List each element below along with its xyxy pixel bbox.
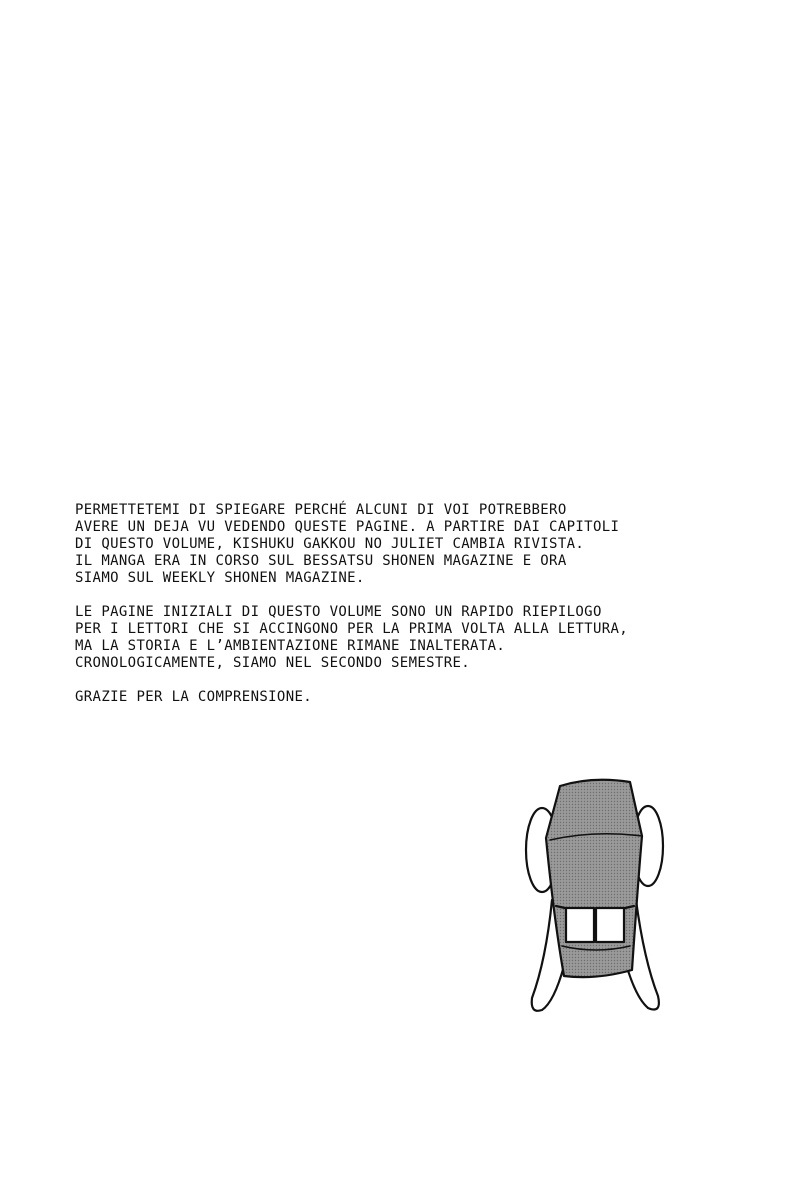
- note-line: AVERE UN DEJA VU VEDENDO QUESTE PAGINE. A PARTIRE DAI CAPITOLI: [75, 519, 620, 535]
- note-line: LE PAGINE INIZIALI DI QUESTO VOLUME SONO UN RAPIDO RIEPILOGO: [75, 604, 602, 620]
- author-note: [75, 502, 775, 723]
- note-line: DI QUESTO VOLUME, KISHUKU GAKKOU NO JULIET CAMBIA RIVISTA.: [75, 536, 585, 552]
- note-line: GRAZIE PER LA COMPRENSIONE.: [75, 689, 313, 705]
- note-line: SIAMO SUL WEEKLY SHONEN MAGAZINE.: [75, 570, 365, 586]
- note-paragraph-1: [75, 502, 775, 587]
- note-line: MA LA STORIA E L’AMBIENTAZIONE RIMANE INALTERATA.: [75, 638, 506, 654]
- note-line: CRONOLOGICAMENTE, SIAMO NEL SECONDO SEMESTRE.: [75, 655, 471, 671]
- mascot-head: [546, 780, 642, 977]
- note-line: IL MANGA ERA IN CORSO SUL BESSATSU SHONEN MAGAZINE E ORA: [75, 553, 567, 569]
- note-line: PERMETTETEMI DI SPIEGARE PERCHÉ ALCUNI DI VOI POTREBBERO: [75, 502, 567, 518]
- mascot-tooth-right: [596, 908, 624, 942]
- note-line: PER I LETTORI CHE SI ACCINGONO PER LA PRIMA VOLTA ALLA LETTURA,: [75, 621, 629, 637]
- note-paragraph-3: [75, 689, 775, 706]
- bucktooth-mascot-icon: [520, 770, 670, 1020]
- mascot-tooth-left: [566, 908, 594, 942]
- note-paragraph-2: [75, 604, 775, 672]
